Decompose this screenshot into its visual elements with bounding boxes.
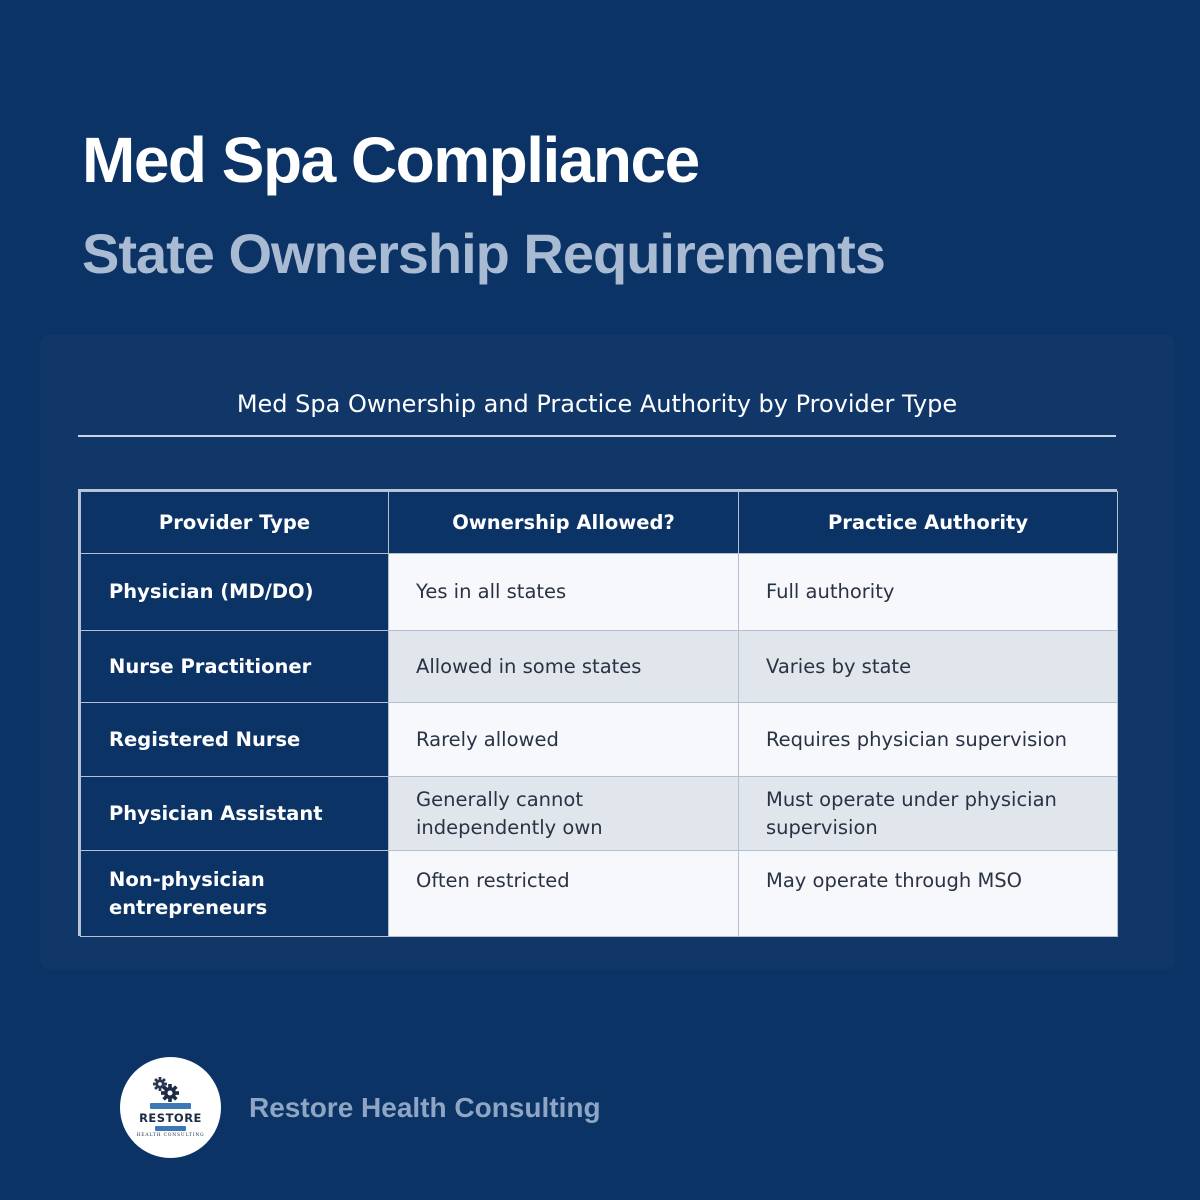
brand-name: Restore Health Consulting (249, 1092, 601, 1123)
restore-logo (120, 1057, 221, 1158)
logo-tagline: HEALTH CONSULTING (136, 1133, 205, 1138)
ownership-cell: Allowed in some states (389, 631, 739, 703)
page-subtitle: State Ownership Requirements (82, 222, 885, 285)
table-row (81, 703, 1118, 777)
page-title: Med Spa Compliance (82, 124, 699, 196)
ownership-cell: Rarely allowed (389, 703, 739, 777)
provider-type-cell: Physician Assistant (81, 777, 389, 851)
table-caption: Med Spa Ownership and Practice Authority by Provider Type (236, 390, 958, 418)
authority-cell: Requires physician supervision (739, 703, 1118, 777)
table-header-row (81, 492, 1118, 554)
authority-cell: Must operate under physician supervision (739, 777, 1118, 851)
provider-type-cell: Non-physician entrepreneurs (81, 851, 389, 937)
ownership-table (78, 489, 1117, 936)
provider-type-cell: Physician (MD/DO) (81, 554, 389, 631)
authority-cell: Full authority (739, 554, 1118, 631)
ownership-cell: Yes in all states (389, 554, 739, 631)
column-header-provider-type: Provider Type (81, 492, 389, 554)
ownership-cell: Often restricted (389, 851, 739, 937)
caption-divider (78, 435, 1116, 437)
table-row (81, 777, 1118, 851)
table-row (81, 631, 1118, 703)
column-header-ownership-allowed: Ownership Allowed? (389, 492, 739, 554)
authority-cell: May operate through MSO (739, 851, 1118, 937)
table-row (81, 554, 1118, 631)
provider-type-cell: Registered Nurse (81, 703, 389, 777)
logo-wordmark: RESTORE (139, 1111, 202, 1125)
table-row (81, 851, 1118, 937)
ownership-cell: Generally cannot independently own (389, 777, 739, 851)
column-header-practice-authority: Practice Authority (739, 492, 1118, 554)
gear-icon (120, 1057, 221, 1158)
provider-type-cell: Nurse Practitioner (81, 631, 389, 703)
authority-cell: Varies by state (739, 631, 1118, 703)
